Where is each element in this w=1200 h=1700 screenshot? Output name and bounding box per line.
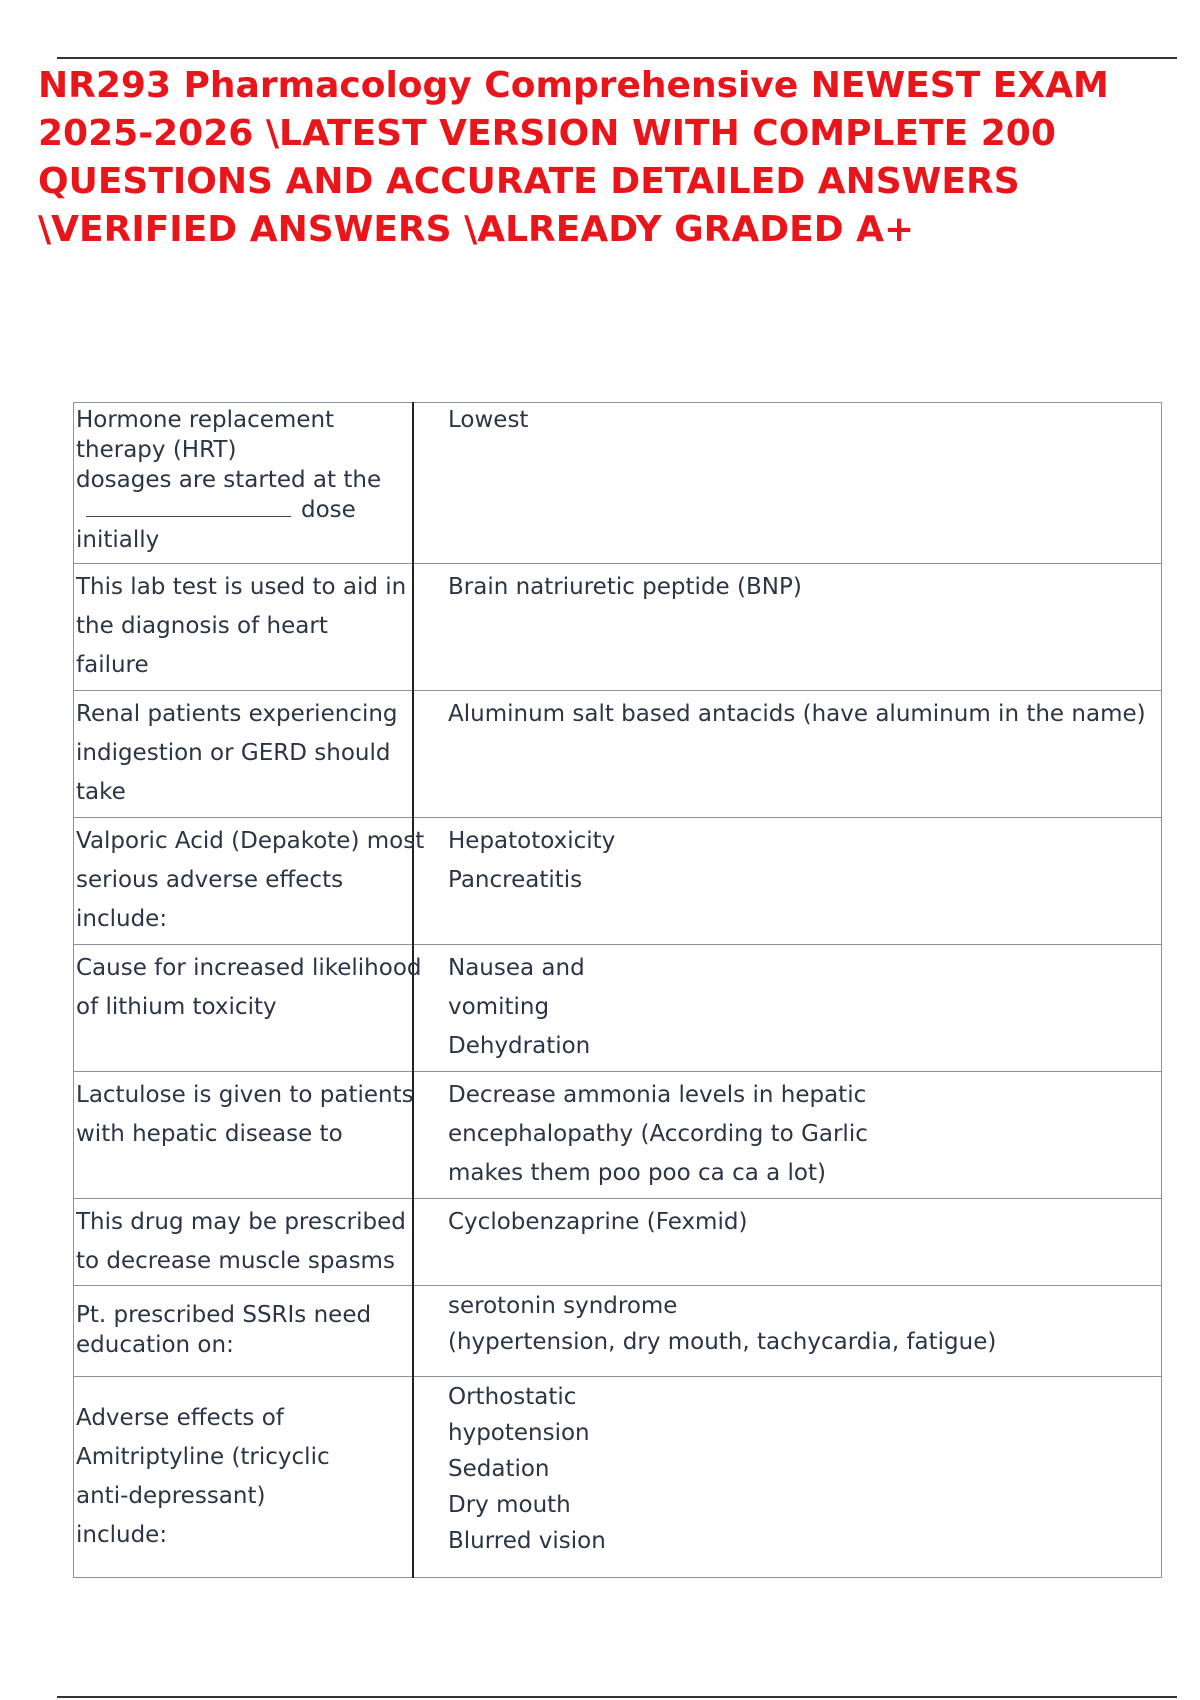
title-line: NR293 Pharmacology Comprehensive NEWEST EXAM xyxy=(38,65,1109,106)
question-line: Valporic Acid (Depakote) most xyxy=(76,828,425,854)
question-cell xyxy=(74,1199,414,1286)
answer-line: makes them poo poo ca ca a lot) xyxy=(448,1160,826,1186)
answer-line: hypotension xyxy=(448,1420,590,1446)
table-row xyxy=(74,691,1162,818)
answer-cell xyxy=(413,818,1162,945)
fill-in-blank xyxy=(86,498,291,517)
table-row xyxy=(74,818,1162,945)
answer-cell xyxy=(413,1286,1162,1377)
table-row xyxy=(74,403,1162,564)
question-line: initially xyxy=(76,527,160,553)
answer-cell xyxy=(413,945,1162,1072)
title-line: 2025-2026 \LATEST VERSION WITH COMPLETE 200 xyxy=(38,113,1056,154)
question-line: take xyxy=(76,779,126,805)
question-line: education on: xyxy=(76,1332,234,1358)
question-line: Lactulose is given to patients xyxy=(76,1082,414,1108)
top-divider xyxy=(57,57,1177,59)
answer-line: Dry mouth xyxy=(448,1492,571,1518)
question-line: include: xyxy=(76,906,168,932)
question-line: Renal patients experiencing xyxy=(76,701,398,727)
question-cell xyxy=(74,818,425,945)
question-line: the diagnosis of heart xyxy=(76,613,328,639)
question-cell xyxy=(74,564,414,691)
qa-table xyxy=(73,402,1162,1578)
table-row xyxy=(74,1377,1162,1578)
answer-cell xyxy=(413,564,1162,691)
answer-line: Nausea and xyxy=(448,955,585,981)
question-line: include: xyxy=(76,1522,168,1548)
table-row xyxy=(74,945,1162,1072)
question-cell xyxy=(74,1286,414,1377)
answer-cell xyxy=(413,403,1162,564)
answer-cell xyxy=(413,1199,1162,1286)
answer-cell xyxy=(413,691,1162,818)
table-row xyxy=(74,1072,1162,1199)
bottom-divider xyxy=(57,1696,1177,1698)
question-line: anti-depressant) xyxy=(76,1483,266,1509)
answer-line: Pancreatitis xyxy=(448,867,583,893)
question-line: failure xyxy=(76,652,149,678)
title-line: QUESTIONS AND ACCURATE DETAILED ANSWERS xyxy=(38,161,1020,202)
question-line: This lab test is used to aid in xyxy=(76,574,407,600)
answer-line: vomiting xyxy=(448,994,550,1020)
question-line: dosages are started at the xyxy=(76,467,382,493)
answer-line: Brain natriuretic peptide (BNP) xyxy=(448,574,802,600)
answer-line: encephalopathy (According to Garlic xyxy=(448,1121,868,1147)
question-line: Cause for increased likelihood xyxy=(76,955,422,981)
answer-cell xyxy=(413,1072,1162,1199)
table-row xyxy=(74,1286,1162,1377)
answer-line: Orthostatic xyxy=(448,1384,577,1410)
question-line: of lithium toxicity xyxy=(76,994,277,1020)
answer-line: Cyclobenzaprine (Fexmid) xyxy=(448,1209,748,1235)
table-row xyxy=(74,1199,1162,1286)
question-line: Hormone replacement xyxy=(76,407,335,433)
question-cell xyxy=(74,403,414,564)
question-line: Amitriptyline (tricyclic xyxy=(76,1444,330,1470)
question-cell xyxy=(74,945,422,1072)
answer-line: Sedation xyxy=(448,1456,550,1482)
title-line: \VERIFIED ANSWERS \ALREADY GRADED A+ xyxy=(38,209,915,250)
question-line: This drug may be prescribed xyxy=(76,1209,406,1235)
question-line-part: dose xyxy=(301,497,356,523)
question-cell xyxy=(74,1072,414,1199)
question-cell xyxy=(74,691,414,818)
answer-line: Hepatotoxicity xyxy=(448,828,616,854)
question-cell xyxy=(74,1377,414,1578)
answer-line: Aluminum salt based antacids (have aluminum in the name) xyxy=(448,701,1146,727)
answer-line: Blurred vision xyxy=(448,1528,606,1554)
table-row xyxy=(74,564,1162,691)
answer-line: Dehydration xyxy=(448,1033,591,1059)
document-title xyxy=(38,62,1148,254)
question-line: to decrease muscle spasms xyxy=(76,1248,395,1274)
answer-line: serotonin syndrome xyxy=(448,1293,678,1319)
question-line: Pt. prescribed SSRIs need xyxy=(76,1302,372,1328)
answer-line: (hypertension, dry mouth, tachycardia, fatigue) xyxy=(448,1329,997,1355)
question-line: indigestion or GERD should xyxy=(76,740,391,766)
question-line: therapy (HRT) xyxy=(76,437,237,463)
question-line: with hepatic disease to xyxy=(76,1121,343,1147)
answer-line: Decrease ammonia levels in hepatic xyxy=(448,1082,867,1108)
question-line xyxy=(76,495,412,525)
question-line: Adverse effects of xyxy=(76,1405,284,1431)
question-line: serious adverse effects xyxy=(76,867,344,893)
answer-line: Lowest xyxy=(448,407,529,433)
answer-cell xyxy=(413,1377,1162,1578)
